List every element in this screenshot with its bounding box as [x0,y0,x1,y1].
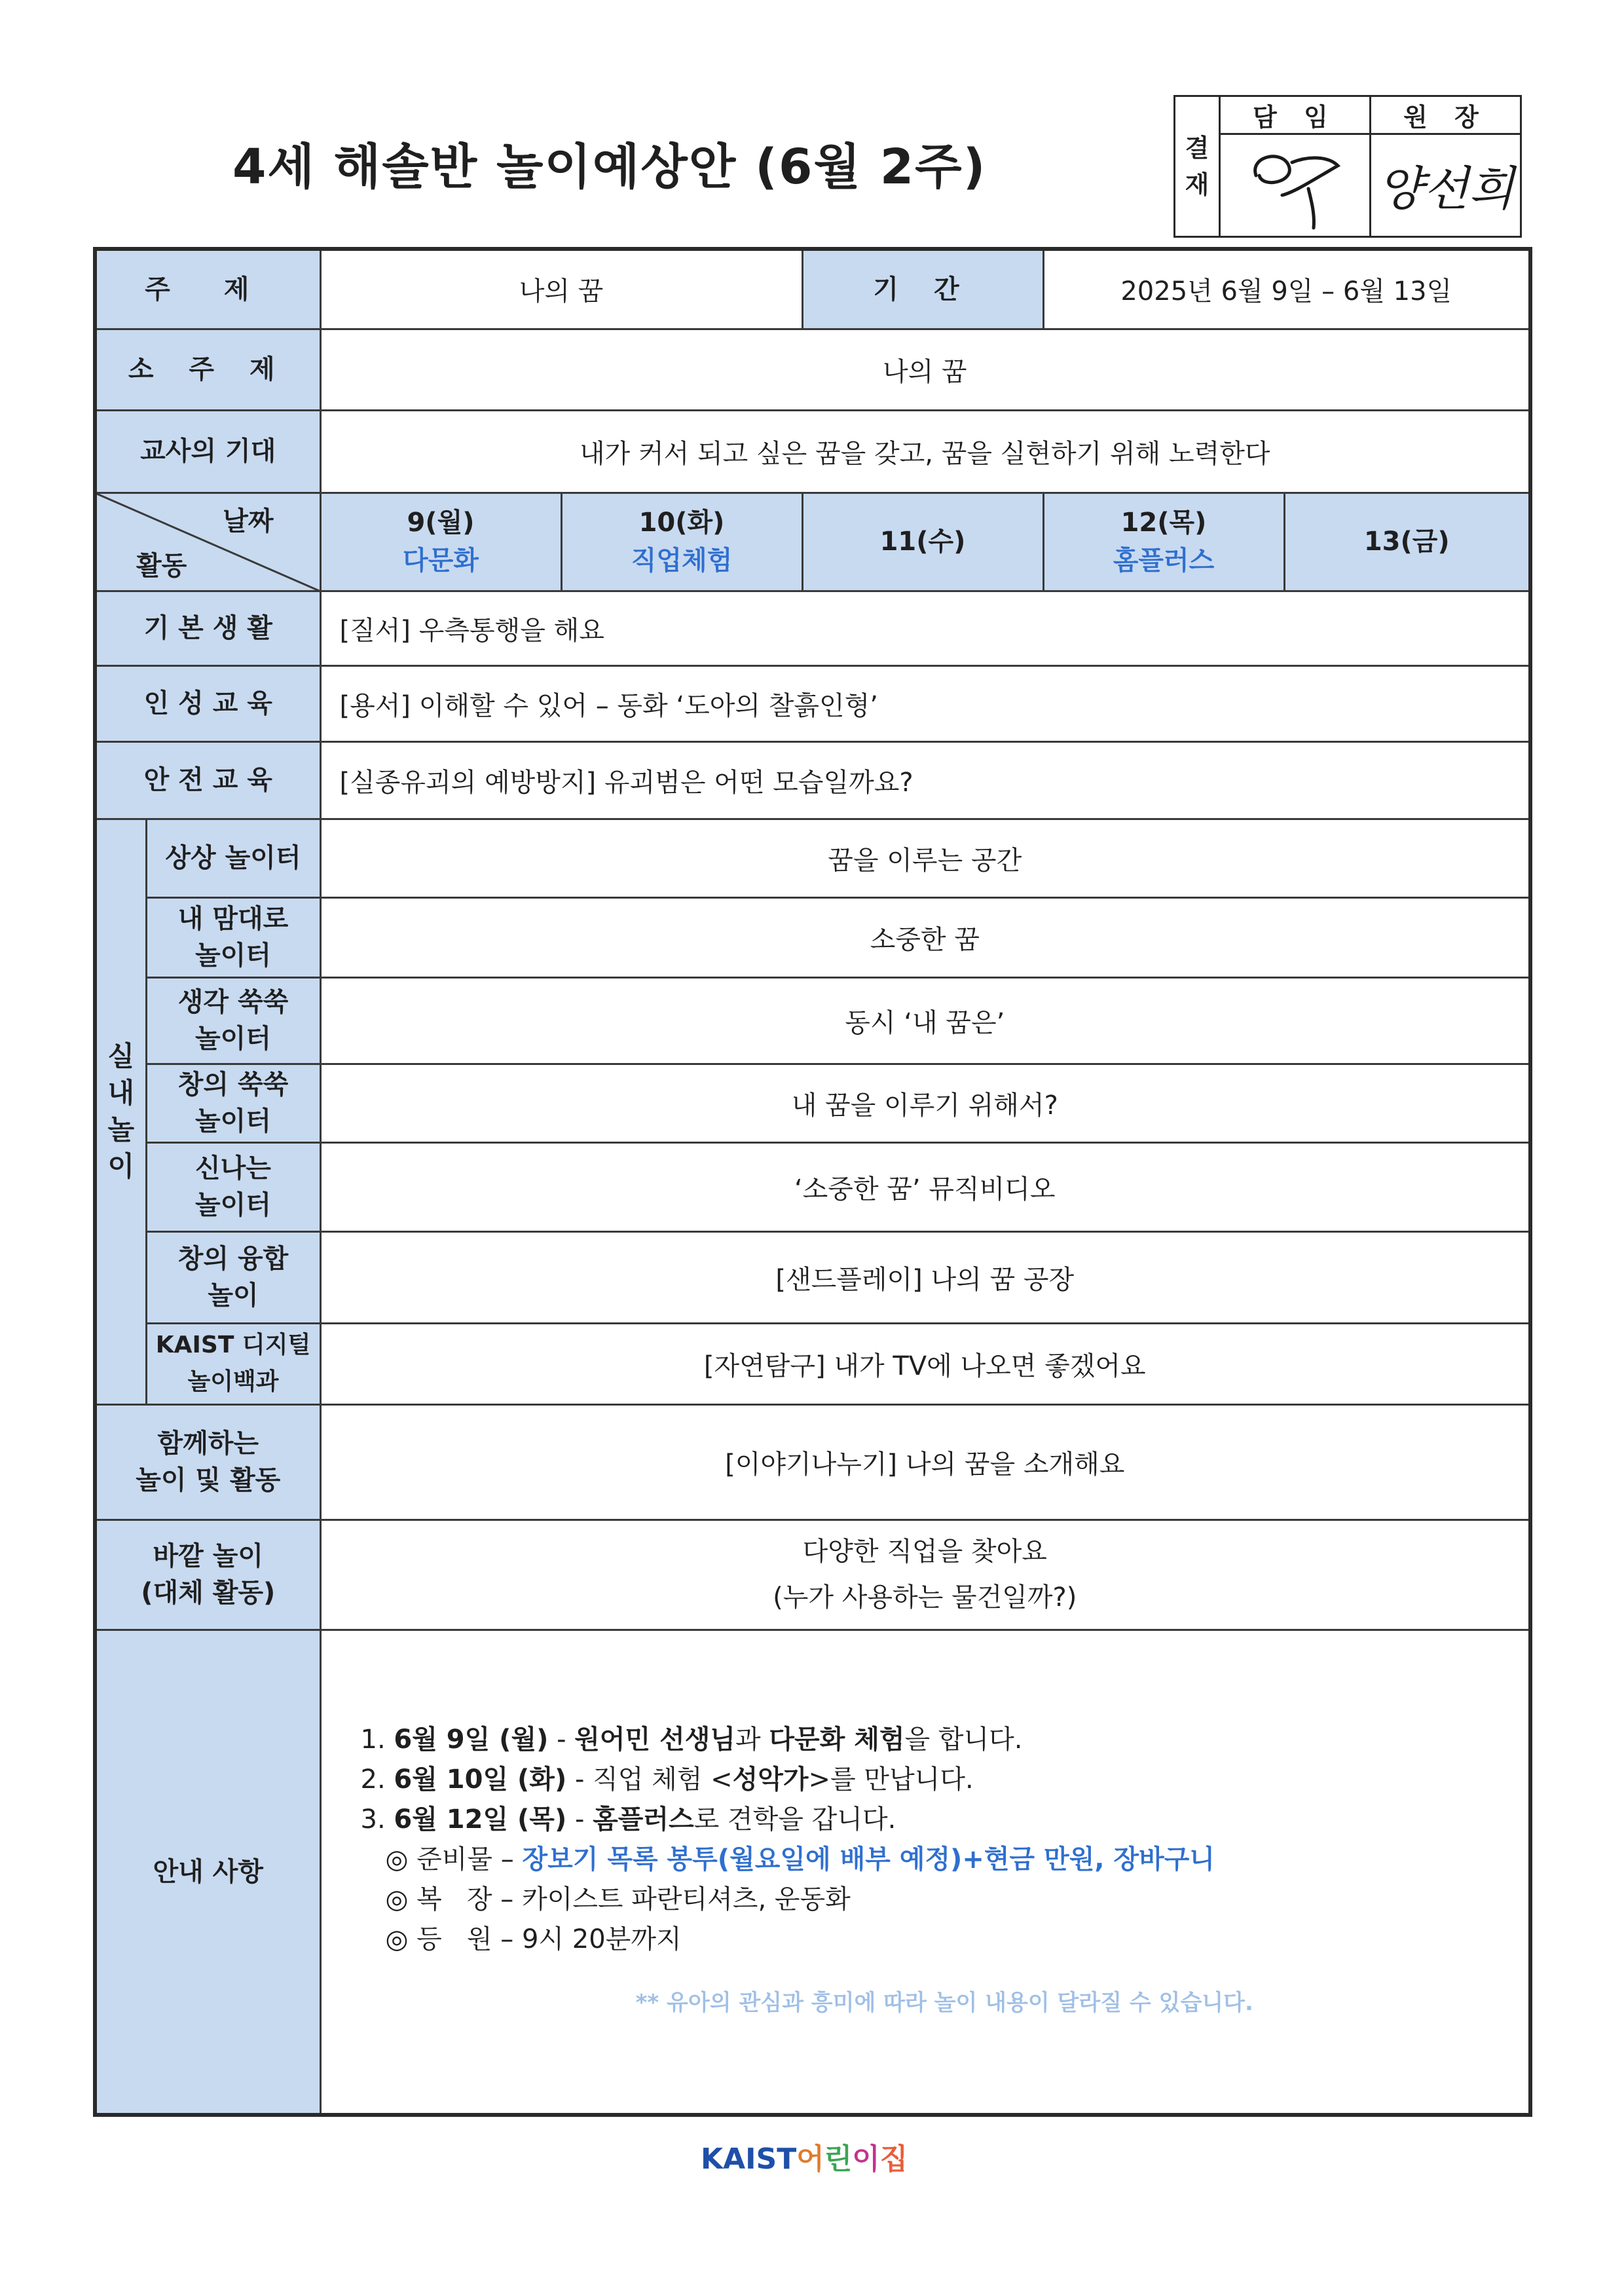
basic-life-label: 기 본 생 활 [95,591,320,665]
notice-text: >를 만납니다. [808,1764,974,1795]
notice-text: 을 합니다. [904,1725,1023,1755]
day-mon-label: 9(월) [407,508,475,538]
day-mon [320,493,561,591]
indoor-label: 실 내 놀 이 [95,819,146,1404]
notice-text: 로 견학을 갑니다. [693,1804,896,1835]
date-activity-header [95,493,320,591]
logo-char: 린 [824,2142,853,2176]
notice-date: 6월 12일 (목) [394,1804,567,1835]
notice-item-3 [361,1800,1529,1840]
together-value: [이야기나누기] 나의 꿈을 소개해요 [320,1404,1530,1520]
date-label: 날짜 [223,506,274,536]
notice-num: 3. [360,1804,394,1835]
indoor-row-name: 창의 쑥쑥 놀이터 [146,1064,320,1142]
subtheme-label: 소 주 제 [95,329,320,410]
activity-label: 활동 [136,550,187,581]
day-wed [802,493,1043,591]
approval-teacher-label: 담 임 [1220,96,1371,134]
theme-label: 주 제 [95,249,320,329]
approval-side-label: 결 재 [1175,96,1220,237]
basic-life-value: [질서] 우측통행을 해요 [320,591,1530,665]
indoor-row-name: 신나는 놀이터 [146,1142,320,1231]
logo-char: 어 [796,2142,824,2176]
indoor-row-value: 꿈을 이루는 공간 [320,819,1530,897]
notice-dress: ◎ 복 장 – 카이스트 파란티셔츠, 운동화 [385,1884,851,1915]
together-label: 함께하는 놀이 및 활동 [95,1404,320,1520]
notice-footnote: ** 유아의 관심과 흥미에 따라 놀이 내용이 달라질 수 있습니다. [635,1990,1253,2017]
day-wed-label: 11(수) [879,527,966,557]
indoor-row-value: [자연탐구] 내가 TV에 나오면 좋겠어요 [320,1323,1530,1404]
svg-text:양선희: 양선희 [1377,161,1514,216]
diagonal-line [97,494,322,592]
theme-value: 나의 꿈 [320,249,802,329]
indoor-row-name: KAIST 디지털 놀이백과 [146,1323,320,1404]
indoor-row-name: 창의 융합 놀이 [146,1231,320,1323]
day-thu-event: 홈플러스 [1113,546,1215,576]
kaist-kindergarten-logo [701,2136,923,2182]
safety-label: 안 전 교 육 [95,741,320,819]
day-thu-label: 12(목) [1120,508,1207,538]
notice-emph: 다문화 체험 [769,1725,905,1755]
day-tue-event: 직업체험 [631,546,733,576]
logo-char: 집 [879,2142,908,2176]
notice-num: 2. [360,1764,394,1795]
notice-sep: - [548,1725,575,1755]
director-signature [1371,134,1521,237]
page-title: 4세 해솔반 놀이예상안 (6월 2주) [232,139,987,195]
indoor-row-name: 상상 놀이터 [146,819,320,897]
indoor-row-name: 내 맘대로 놀이터 [146,897,320,977]
expect-label: 교사의 기대 [95,410,320,493]
day-fri [1284,493,1530,591]
notice-emph: 성악가 [732,1764,809,1795]
notice-content [320,1630,1530,2115]
subtheme-value: 나의 꿈 [320,329,1530,410]
logo-brand: KAIST [701,2142,797,2176]
expect-value: 내가 커서 되고 싶은 꿈을 갖고, 꿈을 실현하기 위해 노력한다 [320,410,1530,493]
logo-char: 이 [852,2142,880,2176]
plan-table [93,247,1532,2117]
prep-label: ◎ 준비물 – [385,1844,523,1875]
notice-date: 6월 10일 (화) [394,1764,567,1795]
character-label: 인 성 교 육 [95,665,320,741]
prep-value: 장보기 목록 봉투(월요일에 배부 예정)+현금 만원, 장바구니 [522,1844,1215,1875]
notice-label: 안내 사항 [95,1630,320,2115]
character-value: [용서] 이해할 수 있어 – 동화 ‘도아의 찰흙인형’ [320,665,1530,741]
day-tue [561,493,802,591]
notice-sep: - [566,1804,593,1835]
outdoor-value: 다양한 직업을 찾아요 (누가 사용하는 물건일까?) [320,1520,1530,1630]
day-tue-label: 10(화) [638,508,725,538]
notice-item-2 [361,1760,1529,1800]
period-value: 2025년 6월 9일 – 6월 13일 [1043,249,1530,329]
notice-prep [361,1840,1529,1880]
notice-item-1 [361,1720,1529,1760]
approval-director-label: 원 장 [1371,96,1521,134]
indoor-row-value: 내 꿈을 이루기 위해서? [320,1064,1530,1142]
indoor-row-name: 생각 쑥쑥 놀이터 [146,977,320,1064]
day-thu [1043,493,1284,591]
indoor-row-value: [샌드플레이] 나의 꿈 공장 [320,1231,1530,1323]
outdoor-label: 바깥 놀이 (대체 활동) [95,1520,320,1630]
director-signature-mark [1374,136,1518,234]
indoor-row-value: 동시 ‘내 꿈은’ [320,977,1530,1064]
notice-emph: 원어민 선생님 [574,1725,736,1755]
notice-emph: 홈플러스 [593,1804,694,1835]
indoor-row-value: 소중한 꿈 [320,897,1530,977]
day-mon-event: 다문화 [403,546,479,576]
day-fri-label: 13(금) [1363,527,1450,557]
notice-text: - 직업 체험 < [566,1764,733,1795]
notice-num: 1. [360,1725,394,1755]
notice-date: 6월 9일 (월) [394,1725,549,1755]
teacher-signature-mark [1230,136,1361,234]
notice-text: 과 [735,1725,769,1755]
notice-arrive: ◎ 등 원 – 9시 20분까지 [385,1924,682,1955]
safety-value: [실종유괴의 예방방지] 유괴범은 어떤 모습일까요? [320,741,1530,819]
indoor-row-value: ‘소중한 꿈’ 뮤직비디오 [320,1142,1530,1231]
period-label: 기 간 [802,249,1043,329]
teacher-signature [1220,134,1371,237]
approval-box [1173,95,1522,238]
